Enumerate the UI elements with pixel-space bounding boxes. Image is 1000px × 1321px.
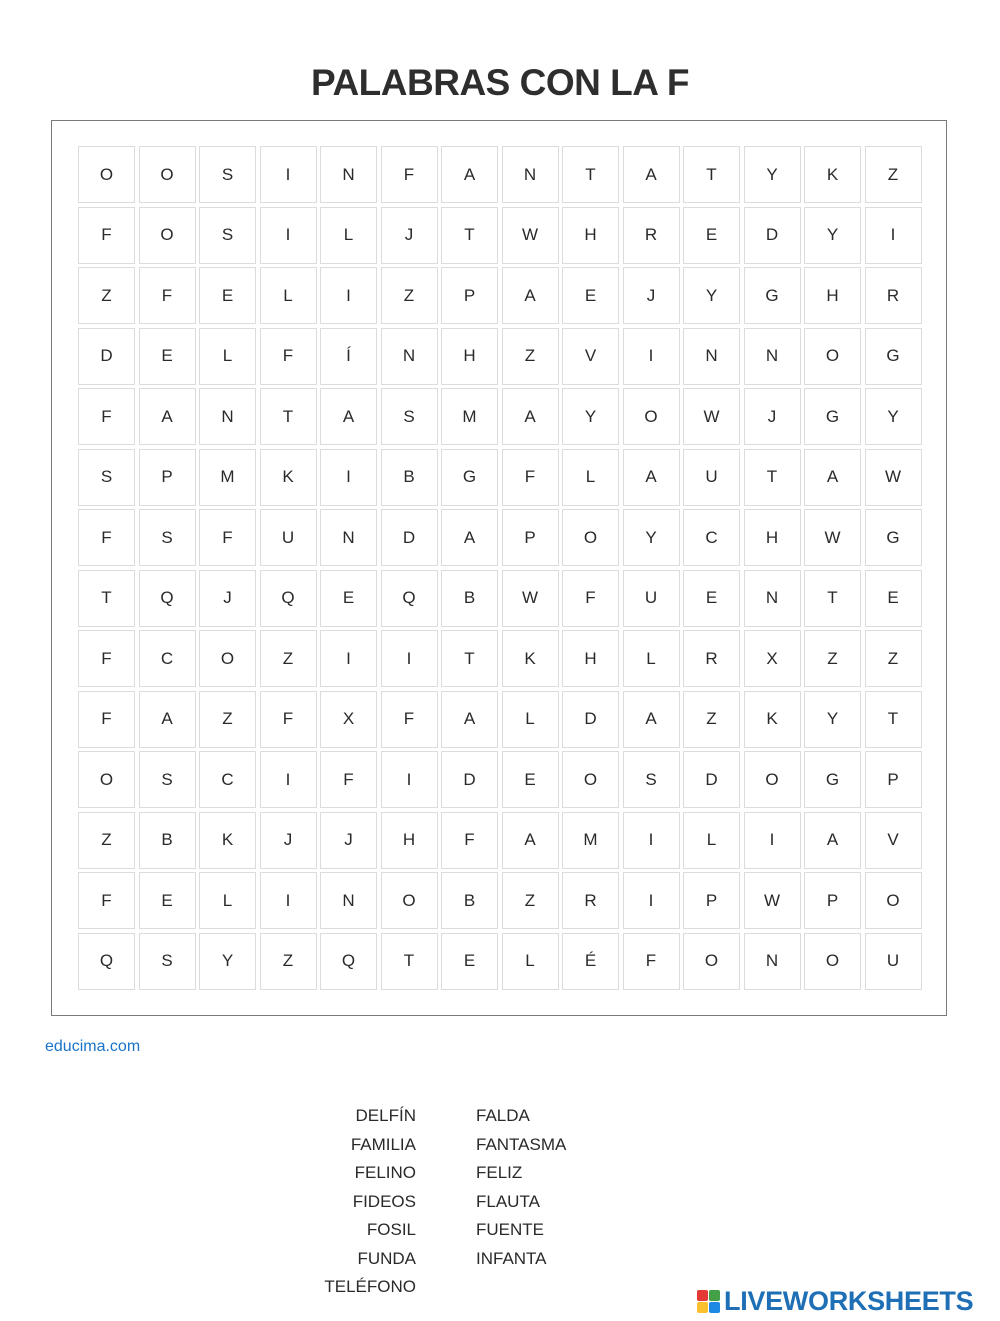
grid-cell[interactable]: F [78,630,135,687]
grid-cell[interactable]: B [441,570,498,627]
grid-cell[interactable]: O [683,933,740,990]
grid-cell[interactable]: T [683,146,740,203]
grid-cell[interactable]: Z [683,691,740,748]
grid-cell[interactable]: I [260,146,317,203]
grid-cell[interactable]: R [683,630,740,687]
grid-cell[interactable]: B [139,812,196,869]
grid-cell[interactable]: N [381,328,438,385]
grid-cell[interactable]: P [139,449,196,506]
word-list-item: FLAUTA [476,1191,540,1211]
grid-cell[interactable]: N [683,328,740,385]
word-list-item: FELINO [354,1163,416,1182]
grid-cell[interactable]: D [562,691,619,748]
grid-cell[interactable]: T [441,207,498,264]
grid-cell[interactable]: Y [744,146,801,203]
grid-cell[interactable]: P [804,872,861,929]
word-list-right [476,1102,636,1273]
grid-cell[interactable]: J [320,812,377,869]
grid-cell[interactable]: F [78,509,135,566]
grid-cell[interactable]: A [441,509,498,566]
grid-cell[interactable]: F [260,691,317,748]
grid-cell[interactable]: L [683,812,740,869]
grid-cell[interactable]: F [441,812,498,869]
grid-cell[interactable]: I [623,812,680,869]
grid-cell[interactable]: B [381,449,438,506]
grid-cell[interactable]: R [562,872,619,929]
grid-cell[interactable]: C [683,509,740,566]
grid-cell[interactable]: S [199,146,256,203]
grid-cell[interactable]: Z [260,933,317,990]
grid-cell[interactable]: T [562,146,619,203]
grid-cell[interactable]: E [441,933,498,990]
grid-cell[interactable]: W [502,570,559,627]
grid-cell[interactable]: S [623,751,680,808]
grid-cell[interactable]: N [744,933,801,990]
grid-cell[interactable]: Y [865,388,922,445]
grid-cell[interactable]: S [139,509,196,566]
grid-cell[interactable]: F [260,328,317,385]
grid-cell[interactable]: L [260,267,317,324]
grid-cell[interactable]: E [320,570,377,627]
grid-cell[interactable]: A [502,267,559,324]
grid-cell[interactable]: U [260,509,317,566]
grid-cell[interactable]: M [199,449,256,506]
grid-cell[interactable]: J [381,207,438,264]
grid-cell[interactable]: Z [199,691,256,748]
grid-cell[interactable]: L [199,872,256,929]
grid-cell[interactable]: O [744,751,801,808]
grid-cell[interactable]: O [562,751,619,808]
grid-cell[interactable]: N [744,328,801,385]
grid-cell[interactable]: E [683,570,740,627]
grid-cell[interactable]: K [199,812,256,869]
grid-cell[interactable]: H [441,328,498,385]
grid-cell[interactable]: O [562,509,619,566]
grid-cell[interactable]: F [623,933,680,990]
grid-cell[interactable]: T [744,449,801,506]
liveworksheets-logo-text: LIVEWORKSHEETS [724,1285,974,1316]
word-list-item: INFANTA [476,1248,547,1268]
grid-cell[interactable]: A [441,146,498,203]
grid-cell[interactable]: U [623,570,680,627]
grid-cell[interactable]: P [865,751,922,808]
grid-cell[interactable]: T [78,570,135,627]
grid-cell[interactable]: W [744,872,801,929]
grid-cell[interactable]: Y [804,207,861,264]
grid-cell[interactable]: N [744,570,801,627]
grid-cell[interactable]: G [804,388,861,445]
grid-cell[interactable]: Z [865,630,922,687]
grid-cell[interactable]: Q [78,933,135,990]
grid-cell[interactable]: H [381,812,438,869]
grid-cell[interactable]: O [139,146,196,203]
grid-cell[interactable]: O [78,146,135,203]
grid-cell[interactable]: L [502,691,559,748]
grid-cell[interactable]: G [744,267,801,324]
grid-cell[interactable]: E [139,328,196,385]
grid-cell[interactable]: K [804,146,861,203]
grid-cell[interactable]: K [744,691,801,748]
grid-cell[interactable]: I [381,630,438,687]
grid-cell[interactable]: D [441,751,498,808]
word-list-item: FOSIL [366,1220,416,1239]
grid-cell[interactable]: D [683,751,740,808]
grid-cell[interactable]: I [320,267,377,324]
grid-cell[interactable]: A [623,691,680,748]
grid-cell[interactable]: F [381,691,438,748]
grid-cell[interactable]: I [260,207,317,264]
grid-cell[interactable]: M [562,812,619,869]
grid-cell[interactable]: C [139,630,196,687]
grid-cell[interactable]: D [744,207,801,264]
grid-cell[interactable]: F [562,570,619,627]
grid-cell[interactable]: A [623,449,680,506]
grid-cell[interactable]: Q [381,570,438,627]
grid-cell[interactable]: R [623,207,680,264]
grid-cell[interactable]: F [502,449,559,506]
word-list-item: FANTASMA [476,1134,567,1154]
grid-cell[interactable]: Z [78,267,135,324]
grid-cell[interactable]: A [502,388,559,445]
grid-cell[interactable]: A [139,388,196,445]
grid-cell[interactable]: Z [804,630,861,687]
grid-cell[interactable]: S [139,751,196,808]
grid-cell[interactable]: S [199,207,256,264]
word-list-item: FUENTE [476,1220,544,1239]
grid-cell[interactable]: N [320,146,377,203]
grid-cell[interactable]: W [683,388,740,445]
grid-cell[interactable]: Q [260,570,317,627]
grid-cell[interactable]: A [320,388,377,445]
liveworksheets-logo[interactable] [697,1286,973,1316]
grid-cell[interactable]: P [441,267,498,324]
grid-cell[interactable]: I [320,630,377,687]
grid-cell[interactable]: N [502,146,559,203]
grid-cell[interactable]: T [865,691,922,748]
grid-cell[interactable]: B [441,872,498,929]
source-link[interactable]: educima.com [45,1038,141,1055]
grid-cell[interactable]: S [78,449,135,506]
grid-cell[interactable]: X [320,691,377,748]
grid-cell[interactable]: L [320,207,377,264]
grid-cell[interactable]: F [78,207,135,264]
grid-cell[interactable]: C [199,751,256,808]
grid-cell[interactable]: O [804,933,861,990]
grid-cell[interactable]: X [744,630,801,687]
grid-cell[interactable]: Q [139,570,196,627]
grid-cell[interactable]: I [865,207,922,264]
grid-cell[interactable]: T [260,388,317,445]
puzzle-title: PALABRAS CON LA F [311,62,689,103]
grid-cell[interactable]: Z [502,872,559,929]
grid-cell[interactable]: Z [865,146,922,203]
grid-cell[interactable]: Z [381,267,438,324]
grid-cell[interactable]: F [139,267,196,324]
grid-cell[interactable]: N [320,509,377,566]
grid-cell[interactable]: Y [623,509,680,566]
grid-cell[interactable]: F [199,509,256,566]
grid-cell[interactable]: I [623,328,680,385]
grid-cell[interactable]: I [260,751,317,808]
letter-grid [78,146,922,990]
grid-cell[interactable]: A [804,812,861,869]
grid-cell[interactable]: E [865,570,922,627]
grid-cell[interactable]: O [139,207,196,264]
grid-cell[interactable]: G [804,751,861,808]
grid-cell[interactable]: F [78,872,135,929]
grid-cell[interactable]: E [502,751,559,808]
grid-cell[interactable]: T [441,630,498,687]
grid-cell[interactable]: Z [502,328,559,385]
grid-cell[interactable]: E [139,872,196,929]
grid-cell[interactable]: G [865,509,922,566]
grid-cell[interactable]: G [865,328,922,385]
grid-cell[interactable]: L [623,630,680,687]
grid-cell[interactable]: Í [320,328,377,385]
grid-cell[interactable]: Y [199,933,256,990]
grid-cell[interactable]: I [260,872,317,929]
word-list-item: FELIZ [476,1163,523,1182]
grid-cell[interactable]: Y [683,267,740,324]
word-list-item: DELFÍN [355,1106,416,1125]
grid-cell[interactable]: J [260,812,317,869]
grid-cell[interactable]: L [199,328,256,385]
grid-cell[interactable]: P [502,509,559,566]
grid-cell[interactable]: O [623,388,680,445]
grid-cell[interactable]: Y [562,388,619,445]
grid-cell[interactable]: N [320,872,377,929]
grid-cell[interactable]: W [502,207,559,264]
word-list-left [270,1102,416,1302]
grid-cell[interactable]: T [804,570,861,627]
word-list-item: TELÉFONO [324,1277,416,1296]
grid-cell[interactable]: I [744,812,801,869]
grid-cell[interactable]: W [804,509,861,566]
grid-cell[interactable]: E [199,267,256,324]
grid-cell[interactable]: V [865,812,922,869]
grid-cell[interactable]: O [78,751,135,808]
grid-cell[interactable]: O [804,328,861,385]
grid-cell[interactable]: U [683,449,740,506]
grid-cell[interactable]: I [623,872,680,929]
grid-cell[interactable]: F [320,751,377,808]
grid-cell[interactable]: F [78,388,135,445]
grid-cell[interactable]: D [78,328,135,385]
grid-cell[interactable]: S [381,388,438,445]
grid-cell[interactable]: T [381,933,438,990]
grid-cell[interactable]: H [562,207,619,264]
grid-cell[interactable]: E [683,207,740,264]
grid-cell[interactable]: Q [320,933,377,990]
grid-cell[interactable]: W [865,449,922,506]
grid-cell[interactable]: V [562,328,619,385]
grid-cell[interactable]: N [199,388,256,445]
grid-cell[interactable]: P [683,872,740,929]
grid-cell[interactable]: Z [260,630,317,687]
grid-cell[interactable]: K [260,449,317,506]
grid-cell[interactable]: J [199,570,256,627]
grid-cell[interactable]: F [78,691,135,748]
grid-cell[interactable]: I [381,751,438,808]
grid-cell[interactable]: J [744,388,801,445]
grid-cell[interactable]: L [502,933,559,990]
grid-cell[interactable]: H [804,267,861,324]
liveworksheets-logo-icon [697,1290,720,1313]
grid-cell[interactable]: A [139,691,196,748]
grid-cell[interactable]: J [623,267,680,324]
grid-cell[interactable]: L [562,449,619,506]
grid-cell[interactable]: Z [78,812,135,869]
word-search-board [51,120,947,1016]
grid-cell[interactable]: H [744,509,801,566]
grid-cell[interactable]: O [381,872,438,929]
grid-cell[interactable]: O [865,872,922,929]
grid-cell[interactable]: F [381,146,438,203]
word-list-item: FUNDA [357,1248,416,1268]
word-list-item: FAMILIA [350,1134,416,1154]
grid-cell[interactable]: A [623,146,680,203]
grid-cell[interactable]: A [502,812,559,869]
word-list-item: FALDA [476,1106,530,1125]
grid-cell[interactable]: I [320,449,377,506]
grid-cell[interactable]: G [441,449,498,506]
word-list-item: FIDEOS [352,1191,416,1211]
grid-cell[interactable]: K [502,630,559,687]
grid-cell[interactable]: M [441,388,498,445]
grid-cell[interactable]: Y [804,691,861,748]
grid-cell[interactable]: O [199,630,256,687]
grid-cell[interactable]: S [139,933,196,990]
grid-cell[interactable]: É [562,933,619,990]
grid-cell[interactable]: A [804,449,861,506]
grid-cell[interactable]: H [562,630,619,687]
grid-cell[interactable]: D [381,509,438,566]
grid-cell[interactable]: U [865,933,922,990]
grid-cell[interactable]: R [865,267,922,324]
grid-cell[interactable]: A [441,691,498,748]
grid-cell[interactable]: E [562,267,619,324]
